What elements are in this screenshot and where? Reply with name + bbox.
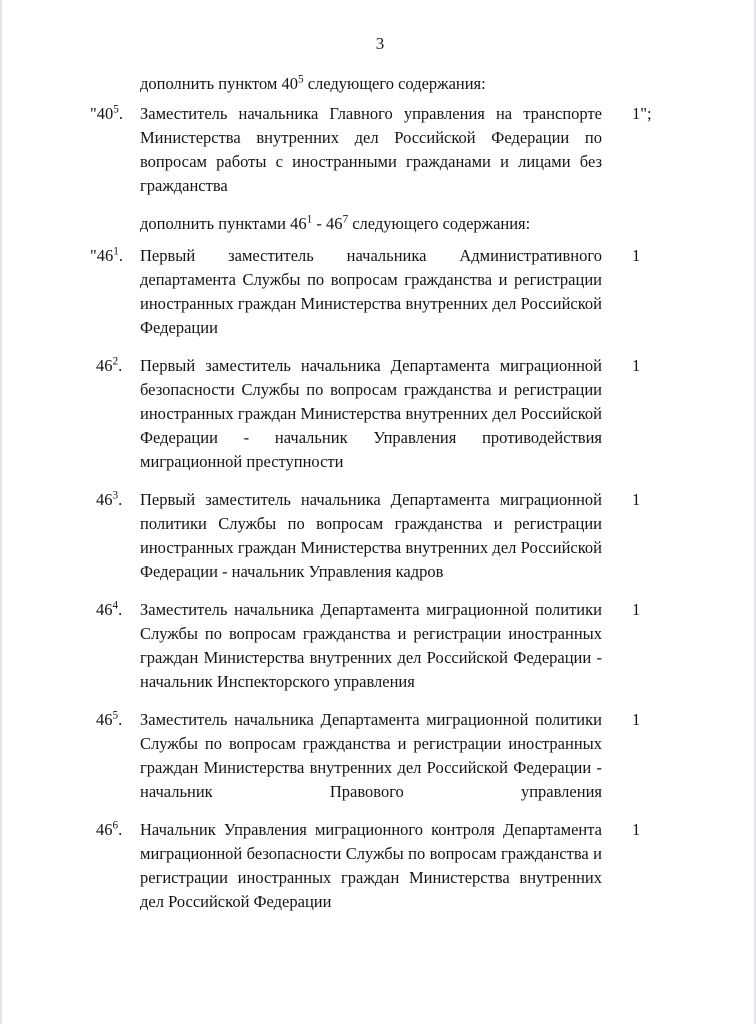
intro-prefix: дополнить пунктом 40: [140, 74, 298, 93]
intro-middle: - 46: [312, 214, 343, 233]
entry-label-prefix: 46: [96, 600, 113, 619]
entry-label-prefix: 46: [96, 490, 113, 509]
entry-label-superscript: 6: [112, 819, 119, 832]
entry-row: [90, 708, 670, 804]
entry-row: [90, 488, 670, 584]
entry-label: [90, 354, 140, 378]
entry-label: [90, 102, 140, 126]
intro-paragraph-46-1-7: [90, 212, 670, 236]
entry-text: Заместитель начальника Главного управления на транспорте Министерства внутренних дел Российской Федерации по вопросам работы с иностранными гражданами и лицами без гражданства: [140, 104, 602, 195]
entry-label-suffix: .: [118, 490, 123, 509]
entry-quantity: 1: [632, 710, 641, 729]
entry-label-superscript: 4: [112, 599, 119, 612]
entry-row: [90, 244, 670, 340]
entry-label: [90, 244, 140, 268]
entry-quantity: 1: [632, 820, 641, 839]
entry-text: Первый заместитель начальника Департамента миграционной безопасности Службы по вопросам гражданства и регистрации иностранных граждан Министерства внутренних дел Российской Федерации - начальник Управления противодействия миграционной преступности: [140, 356, 602, 471]
entry-label-prefix: 46: [96, 710, 113, 729]
entry-label-suffix: .: [118, 600, 123, 619]
entry-row: [90, 598, 670, 694]
entry-label-superscript: 1: [113, 245, 119, 258]
intro-prefix: дополнить пунктами 46: [140, 214, 307, 233]
entry-label: [90, 488, 140, 512]
intro-suffix: следующего содержания:: [348, 214, 531, 233]
entry-label-superscript: 5: [113, 103, 119, 116]
entry-label-suffix: .: [118, 246, 123, 265]
entry-label-superscript: 3: [112, 489, 119, 502]
entry-quantity: 1: [632, 246, 641, 265]
intro-superscript-second: 7: [342, 213, 349, 226]
entry-quantity: 1";: [632, 104, 652, 123]
entry-label-suffix: .: [118, 356, 123, 375]
entry-quantity: 1: [632, 490, 641, 509]
entry-text: Первый заместитель начальника Департамента миграционной политики Службы по вопросам гражданства и регистрации иностранных граждан Министерства внутренних дел Российской Федерации - начальник Управления кадров: [140, 490, 602, 581]
entry-label-prefix: "40: [90, 104, 114, 123]
entry-label: [90, 598, 140, 622]
entry-text: Начальник Управления миграционного контроля Департамента миграционной безопасности Службы по вопросам гражданства и регистрации иностранных граждан Министерства внутренних дел Российской Федерации: [140, 820, 602, 911]
entry-quantity: 1: [632, 600, 641, 619]
entry-label-suffix: .: [118, 710, 123, 729]
intro-suffix: следующего содержания:: [303, 74, 486, 93]
intro-superscript: 5: [297, 73, 304, 86]
entry-label-superscript: 5: [112, 709, 119, 722]
entry-label-prefix: 46: [96, 820, 113, 839]
entry-quantity: 1: [632, 356, 641, 375]
entry-label-suffix: .: [118, 104, 123, 123]
intro-superscript: 1: [306, 213, 313, 226]
entry-label-prefix: 46: [96, 356, 113, 375]
entry-label-prefix: "46: [90, 246, 114, 265]
entry-row: [90, 354, 670, 474]
entry-text: Заместитель начальника Департамента миграционной политики Службы по вопросам гражданства и регистрации иностранных граждан Министерства внутренних дел Российской Федерации - начальник Правового управления: [140, 710, 602, 801]
entry-label-superscript: 2: [112, 355, 119, 368]
entry-label: [90, 708, 140, 732]
page-number: 3: [375, 34, 385, 53]
entry-text: Первый заместитель начальника Административного департамента Службы по вопросам гражданства и регистрации иностранных граждан Министерства внутренних дел Российской Федерации: [140, 246, 602, 337]
intro-paragraph-40-5: [90, 72, 670, 96]
entry-row: [90, 818, 670, 914]
entry-label-suffix: .: [118, 820, 123, 839]
page-content: [90, 72, 670, 928]
entry-row: [90, 102, 670, 198]
entry-label: [90, 818, 140, 842]
entry-text: Заместитель начальника Департамента миграционной политики Службы по вопросам гражданства и регистрации иностранных граждан Министерства внутренних дел Российской Федерации - начальник Инспекторского управления: [140, 600, 602, 691]
